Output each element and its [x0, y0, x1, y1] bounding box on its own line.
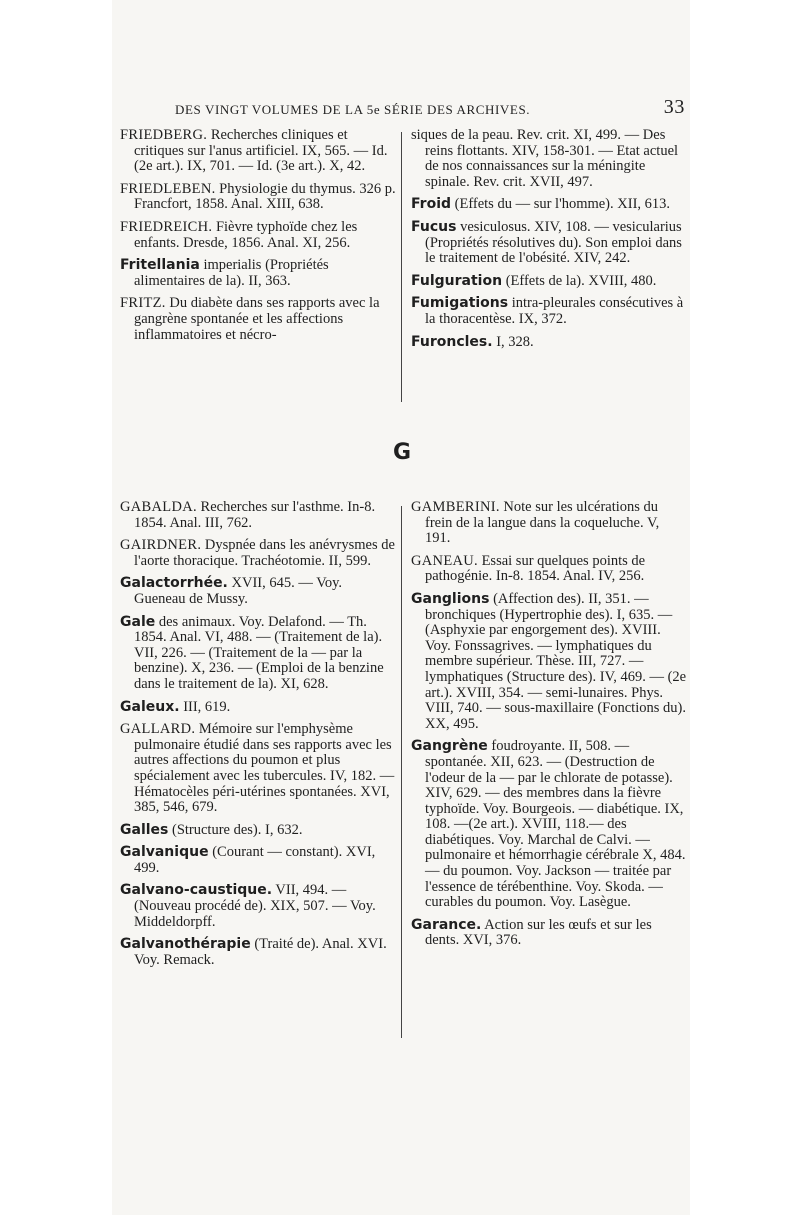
entry-keyword: Garance. — [411, 916, 482, 933]
entry-keyword: Galvanique — [120, 844, 209, 861]
entry-text: foudroyante. II, 508. — spontanée. XII, 623. — (Destruction de l'odeur de la — par le chlorate de potasse). XIV, 629. — des membres dans la fièvre typhoïde. Voy. Bourgeois. — diabétique. IX, 108. —(2e art.). XVIII, 118.— des diabétiques. Voy. Marchal de Calvi. — pulmonaire et hémorrhagie cérébrale X, 484. — du poumon. Voy. Jackson — traitée par l'essence de térébenthine. Voy. Skoda. — curables du poumon. Voy. Lasègue. — [425, 738, 686, 911]
index-entry — [120, 182, 396, 213]
entry-keyword: Ganglions — [411, 590, 490, 607]
index-entry — [411, 592, 687, 732]
entry-text: Mémoire sur l'emphysème pulmonaire étudié dans ses rapports avec les autres affections du poumon et plus spécialement avec les tubercules. IV, 182. — Hématocèles péri-utérines spontanées. XVI, 385, 546, 679. — [134, 721, 395, 816]
entry-keyword: Fulguration — [411, 272, 503, 289]
index-entry — [411, 554, 687, 585]
entry-keyword: Fumigations — [411, 295, 509, 312]
entry-text: des animaux. Voy. Delafond. — Th. 1854. Anal. VI, 488. — (Traitement de la). VII, 226. — (Traitement de la — par la benzine). X, 236. — (Emploi de la benzine dans le traitement de la). XI, 628. — [134, 613, 384, 692]
index-entry — [120, 538, 396, 569]
index-entry — [411, 918, 687, 949]
index-entry — [411, 197, 687, 213]
entry-text: Fièvre typhoïde chez les enfants. Dresde, 1856. Anal. XI, 256. — [134, 218, 358, 251]
index-entry — [411, 296, 687, 327]
running-header — [175, 98, 685, 122]
index-entry — [411, 128, 687, 190]
entry-author: FRIEDLEBEN. — [120, 180, 216, 197]
entry-keyword: Galvano-caustique. — [120, 882, 273, 899]
entry-author: GANEAU. — [411, 552, 478, 569]
entry-text: intra-pleurales consécutives à la thoracentèse. IX, 372. — [425, 295, 684, 327]
index-entry — [120, 722, 396, 816]
entry-text: III, 619. — [179, 698, 231, 715]
entry-text: Action sur les œufs et sur les dents. XVI, 376. — [425, 916, 652, 949]
entry-keyword: Galles — [120, 821, 169, 838]
entry-text: (Structure des). I, 632. — [168, 821, 303, 838]
index-entry — [120, 128, 396, 175]
index-entry — [411, 500, 687, 547]
index-entry — [411, 335, 687, 351]
entry-text: Recherches cliniques et critiques sur l'anus artificiel. IX, 565. — Id. (2e art.). IX, 701. — Id. (3e art.). X, 42. — [134, 127, 388, 175]
entry-text: I, 328. — [492, 333, 534, 350]
entry-keyword: Froid — [411, 196, 452, 213]
column-g-left — [120, 500, 396, 975]
entry-author: FRITZ. — [120, 295, 166, 312]
index-entry — [120, 700, 396, 716]
header-title: DES VINGT VOLUMES DE LA 5e SÉRIE DES ARCHIVES. — [175, 102, 531, 117]
entry-text: (Traité de). Anal. XVI. Voy. Remack. — [134, 936, 387, 968]
entry-author: GAMBERINI. — [411, 499, 500, 515]
entry-keyword: Gale — [120, 613, 156, 630]
entry-text: VII, 494. — (Nouveau procédé de). XIX, 507. — Voy. Middeldorpff. — [134, 882, 376, 930]
entry-author: FRIEDREICH. — [120, 218, 213, 235]
index-entry — [120, 615, 396, 693]
entry-keyword: Galeux. — [120, 698, 180, 715]
entry-text: Recherches sur l'asthme. In-8. 1854. Anal. III, 762. — [134, 499, 376, 531]
entry-keyword: Galvanothérapie — [120, 936, 251, 953]
index-entry — [120, 883, 396, 930]
entry-text: vesiculosus. XIV, 108. — vesicularius (Propriétés résolutives du). Son emploi dans le traitement de l'obésité. XIV, 242. — [425, 218, 682, 267]
index-entry — [120, 258, 396, 289]
entry-author: GAIRDNER. — [120, 537, 202, 554]
index-entry — [120, 576, 396, 607]
entry-text: Note sur les ulcérations du frein de la langue dans la coqueluche. V, 191. — [425, 499, 660, 547]
index-entry — [411, 739, 687, 911]
index-entry — [411, 274, 687, 290]
entry-text: (Effets de la). XVIII, 480. — [502, 272, 657, 289]
entry-keyword: Fritellania — [120, 257, 200, 274]
entry-keyword: Galactorrhée. — [120, 575, 228, 592]
entry-keyword: Gangrène — [411, 738, 488, 755]
index-entry — [120, 220, 396, 251]
page-number: 33 — [663, 96, 685, 118]
section-letter-g: G — [392, 440, 412, 465]
entry-text: Dyspnée dans les anévrysmes de l'aorte thoracique. Trachéotomie. II, 599. — [134, 537, 395, 569]
index-entry — [120, 500, 396, 531]
entry-text: Essai sur quelques points de pathogénie. In-8. 1854. Anal. IV, 256. — [425, 552, 646, 585]
entry-text: siques de la peau. Rev. crit. XI, 499. — Des reins flottants. XIV, 158-301. — Etat actuel de nos connaissances sur la méningite spinale. Rev. crit. XVII, 497. — [411, 127, 679, 190]
column-f-left — [120, 128, 396, 350]
column-separator — [401, 132, 402, 402]
index-entry — [120, 845, 396, 876]
index-entry — [120, 823, 396, 839]
index-entry — [411, 220, 687, 267]
entry-text: (Affection des). II, 351. — bronchiques (Hypertrophie des). I, 635. — (Asphyxie par engorgement des). XVIII. Voy. Fonssagrives. — lymphatiques du membre supérieur. Thèse. III, 727. — lymphatiques (Structure des). IV, 469. — (2e art.). XVIII, 354. — semi-lunaires. Phys. VIII, 740. — sous-maxillaire (Fonctions du). XX, 495. — [425, 590, 687, 732]
entry-text: (Effets du — sur l'homme). XII, 613. — [451, 196, 671, 213]
entry-keyword: Furoncles. — [411, 333, 493, 350]
column-f-right — [411, 128, 687, 357]
entry-text: XVII, 645. — Voy. Gueneau de Mussy. — [134, 575, 343, 607]
entry-author: FRIEDBERG. — [120, 127, 208, 143]
entry-keyword: Fucus — [411, 218, 457, 235]
column-separator — [401, 506, 402, 1038]
entry-text: Du diabète dans ses rapports avec la gangrène spontanée et les affections inflammatoires et nécro- — [134, 295, 380, 343]
entry-author: GALLARD. — [120, 721, 196, 738]
entry-text: Physiologie du thymus. 326 p. Francfort, 1858. Anal. XIII, 638. — [134, 180, 396, 213]
entry-text: (Courant — constant). XVI, 499. — [134, 844, 376, 876]
entry-author: GABALDA. — [120, 499, 197, 515]
index-entry — [120, 296, 396, 343]
entry-text: imperialis (Propriétés alimentaires de la). II, 363. — [134, 257, 329, 289]
index-entry — [120, 937, 396, 968]
column-g-right — [411, 500, 687, 956]
